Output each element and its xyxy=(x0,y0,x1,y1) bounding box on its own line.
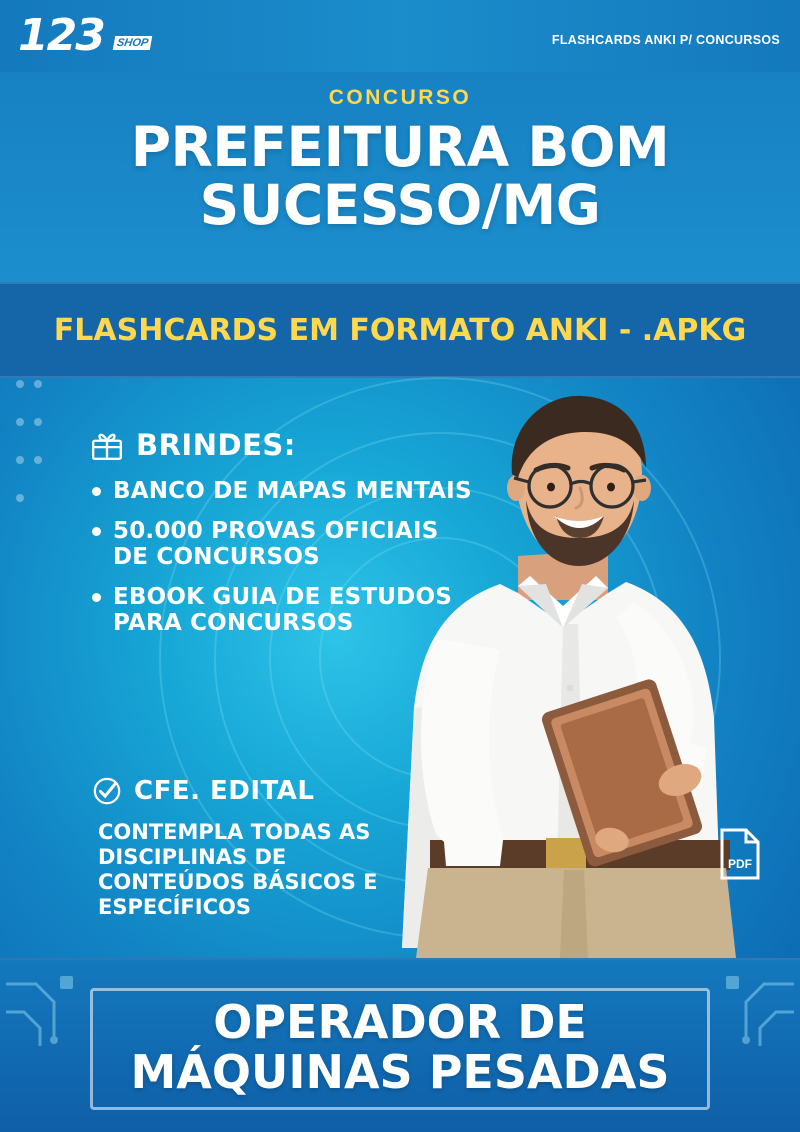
header-band xyxy=(0,0,800,72)
page-title xyxy=(0,115,800,237)
page-title-line1: PREFEITURA BOM xyxy=(130,115,670,179)
role-title-line2: MÁQUINAS PESADAS xyxy=(130,1045,670,1099)
gift-icon xyxy=(90,428,124,462)
bullet-dot-icon xyxy=(92,593,101,602)
list-item-label: BANCO DE MAPAS MENTAIS xyxy=(113,478,472,504)
edital-label: CFE. EDITAL xyxy=(134,776,315,806)
person-photo xyxy=(350,388,780,958)
edital-description: CONTEMPLA TODAS AS DISCIPLINAS DE CONTEÚDOS BÁSICOS E ESPECÍFICOS xyxy=(98,820,378,919)
body-area xyxy=(0,378,800,958)
check-circle-icon xyxy=(92,776,122,806)
bullet-dot-icon xyxy=(92,527,101,536)
header-tagline: FLASHCARDS ANKI P/ CONCURSOS xyxy=(551,33,780,47)
list-item-label: 50.000 PROVAS OFICIAIS DE CONCURSOS xyxy=(113,518,439,570)
logo-text: 123 xyxy=(18,10,104,61)
list-item-label: EBOOK GUIA DE ESTUDOS PARA CONCURSOS xyxy=(113,584,452,636)
brand-logo[interactable] xyxy=(18,10,158,62)
edital-heading xyxy=(92,776,314,806)
format-strip-text: FLASHCARDS EM FORMATO ANKI - .APKG xyxy=(53,312,747,348)
brindes-label: BRINDES: xyxy=(136,428,296,462)
kicker-label: CONCURSO xyxy=(328,86,472,109)
title-block xyxy=(0,72,800,282)
pdf-badge-label: PDF xyxy=(728,857,752,871)
bullet-dot-icon xyxy=(92,487,101,496)
role-title-box xyxy=(90,988,710,1110)
page-title-line2: SUCESSO/MG xyxy=(199,173,601,237)
logo-badge: SHOP xyxy=(113,36,153,50)
bottom-band xyxy=(0,958,800,1132)
pdf-badge-icon xyxy=(718,828,762,880)
role-title-line1: OPERADOR DE xyxy=(213,995,587,1049)
brindes-heading xyxy=(90,428,296,462)
